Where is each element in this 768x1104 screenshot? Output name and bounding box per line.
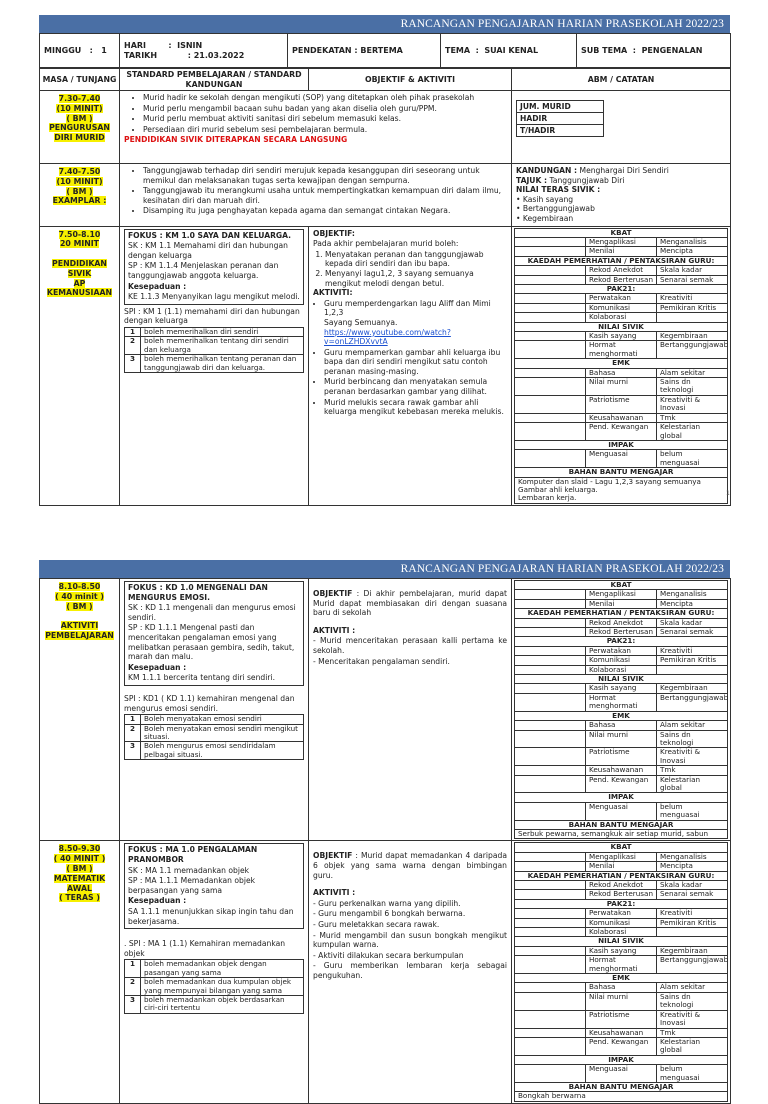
abm-option[interactable]: Keusahawanan bbox=[586, 413, 657, 422]
row5-objektif: OBJEKTIF : Murid dapat memadankan 4 daripada 6 objek yang sama warna dengan bimbingan guru. AKTIVITI : - Guru perkenalkan warna yang dipilih. - Guru mengambil 6 bongkah berwarna. - Guru meletakkan secara rawak. - Murid mengambil dan susun bongkah mengikut kumpulan warna. - Aktiviti dilakukan secara berkumpulan - Guru memberikan lembaran kerja sebagai pengukuhan. bbox=[309, 841, 512, 1103]
checkbox-cell[interactable] bbox=[515, 413, 586, 422]
checkbox-cell[interactable] bbox=[515, 395, 586, 413]
abm-option[interactable]: Mengaplikasi bbox=[586, 590, 657, 599]
abm-option[interactable]: Kolaborasi bbox=[586, 313, 657, 322]
hari-tarikh-cell: HARI : ISNIN TARIKH : 21.03.2022 bbox=[120, 34, 288, 68]
abm-section-title: BAHAN BANTU MENGAJAR bbox=[515, 468, 728, 477]
abm-option[interactable]: Sains dn teknologi bbox=[657, 730, 728, 748]
abm-option[interactable]: Senarai semak bbox=[657, 275, 728, 284]
checkbox-cell[interactable] bbox=[515, 450, 586, 468]
checkbox-cell[interactable] bbox=[515, 590, 586, 599]
abm-option[interactable]: Sains dn teknologi bbox=[657, 992, 728, 1010]
abm-option[interactable]: Pend. Kewangan bbox=[586, 423, 657, 441]
abm-option[interactable]: Pemikiran Kritis bbox=[657, 303, 728, 312]
abm-section-title: PAK21: bbox=[515, 899, 728, 908]
row5-box: FOKUS : MA 1.0 PENGALAMAN PRANOMBOR SK : MA 1.1 memadankan objek SP : MA 1.1.1 Memadankan objek berpasangan yang sama Kesepaduan : SA 1.1.1 menunjukkan sikap ingin tahu dan bekerjasama. bbox=[124, 843, 304, 929]
abm-section-title: BAHAN BANTU MENGAJAR bbox=[515, 820, 728, 829]
abm-option[interactable]: Mencipta bbox=[657, 599, 728, 608]
col-objektif: OBJEKTIF & AKTIVITI bbox=[309, 69, 512, 91]
row3-time: 7.50-8.10 20 MINIT PENDIDIKAN SIVIK AP KEMANUSIAAN bbox=[40, 226, 120, 505]
abm-option[interactable]: Pend. Kewangan bbox=[586, 1037, 657, 1055]
abm-option[interactable]: Kreativiti & Inovasi bbox=[657, 395, 728, 413]
abm-option[interactable]: Mengaplikasi bbox=[586, 852, 657, 861]
row3-standard: FOKUS : KM 1.0 SAYA DAN KELUARGA. SK : KM 1.1 Memahami diri dan hubungan dengan keluarga SP : KM 1.1.4 Menjelaskan peranan dan tanggungjawab anggota keluarga. Kesepaduan : KE 1.1.3 Menyanyikan lagu mengikut melodi. SPI : KM 1 (1.1) memahami diri dan hubungan dengan keluarga 1 boleh memerihalkan diri sendiri 2 boleh memerihalkan tentang diri sendiri dan keluarga 3 boleh memerihalkan tentang peranan dan tanggungjawab diri dan keluarga. bbox=[120, 226, 309, 505]
abm-section-title: EMK bbox=[515, 711, 728, 720]
checkbox-cell[interactable] bbox=[515, 881, 586, 890]
abm-checklist-table bbox=[514, 228, 728, 504]
checkbox-cell[interactable] bbox=[515, 862, 586, 871]
abm-option[interactable]: Kelestarian global bbox=[657, 775, 728, 793]
abm-section-title: NILAI SIVIK bbox=[515, 675, 728, 684]
abm-option[interactable]: Kelestarian global bbox=[657, 423, 728, 441]
abm-section-title: IMPAK bbox=[515, 1055, 728, 1064]
abm-section-title: KAEDAH PEMERHATIAN / PENTAKSIRAN GURU: bbox=[515, 609, 728, 618]
lesson-plan-page-2 bbox=[39, 560, 730, 1101]
bbm-line: Bongkah berwarna bbox=[518, 1091, 586, 1101]
abm-option[interactable]: Kegembiraan bbox=[657, 332, 728, 341]
checkbox-cell[interactable] bbox=[515, 946, 586, 955]
abm-option[interactable]: Menguasai bbox=[586, 1065, 657, 1083]
checkbox-cell[interactable] bbox=[515, 423, 586, 441]
checkbox-cell[interactable] bbox=[515, 1028, 586, 1037]
abm-option[interactable]: Tmk bbox=[657, 1028, 728, 1037]
row5-time: 8.50-9.30 ( 40 MINIT ) ( BM ) MATEMATIK AWAL ( TERAS ) bbox=[40, 841, 120, 1103]
row3-spi-table: 1 boleh memerihalkan diri sendiri 2 boleh memerihalkan tentang diri sendiri dan keluarga 3 boleh memerihalkan tentang peranan dan tanggungjawab diri dan keluarga. bbox=[124, 327, 304, 373]
abm-section-title: IMPAK bbox=[515, 793, 728, 802]
abm-option[interactable]: Perwatakan bbox=[586, 909, 657, 918]
abm-option[interactable]: Patriotisme bbox=[586, 1010, 657, 1028]
abm-option[interactable]: Menganalisis bbox=[657, 590, 728, 599]
checkbox-cell[interactable] bbox=[515, 646, 586, 655]
bbm-line: Lembaran kerja. bbox=[518, 493, 577, 503]
abm-option[interactable]: Nilai murni bbox=[586, 992, 657, 1010]
checkbox-cell[interactable] bbox=[515, 628, 586, 637]
abm-option[interactable]: Tmk bbox=[657, 766, 728, 775]
row5-standard: FOKUS : MA 1.0 PENGALAMAN PRANOMBOR SK : MA 1.1 memadankan objek SP : MA 1.1.1 Memadankan objek berpasangan yang sama Kesepaduan : SA 1.1.1 menunjukkan sikap ingin tahu dan bekerjasama. . SPI : MA 1 (1.1) Kemahiran memadankan objek 1 boleh memadankan objek dengan pasangan yang sama 2 boleh memadankan dua kumpulan objek yang mempunyai bilangan yang sama 3 boleh memadankan objek berdasarkan ciri-ciri tertentu bbox=[120, 841, 309, 1103]
abm-section-title: PAK21: bbox=[515, 637, 728, 646]
page-banner: RANCANGAN PENGAJARAN HARIAN PRASEKOLAH 2022/23 bbox=[39, 15, 730, 33]
bbm-line: Komputer dan slaid - Lagu 1,2,3 sayang semuanya Gambar ahli keluarga. bbox=[518, 476, 701, 494]
abm-option[interactable]: Nilai murni bbox=[586, 730, 657, 748]
abm-option[interactable]: Kasih sayang bbox=[586, 684, 657, 693]
abm-option[interactable]: Komunikasi bbox=[586, 918, 657, 927]
abm-option[interactable] bbox=[657, 928, 728, 937]
checkbox-cell[interactable] bbox=[515, 378, 586, 396]
checkbox-cell[interactable] bbox=[515, 693, 586, 711]
abm-option[interactable]: Bertanggungjawab bbox=[657, 956, 728, 974]
checkbox-cell[interactable] bbox=[515, 656, 586, 665]
abm-option[interactable]: Mengaplikasi bbox=[586, 237, 657, 246]
checkbox-cell[interactable] bbox=[515, 275, 586, 284]
checkbox-cell[interactable] bbox=[515, 992, 586, 1010]
abm-option[interactable]: Skala kadar bbox=[657, 266, 728, 275]
abm-option[interactable]: Alam sekitar bbox=[657, 721, 728, 730]
abm-option[interactable]: Komunikasi bbox=[586, 303, 657, 312]
abm-section-title: IMPAK bbox=[515, 440, 728, 449]
checkbox-cell[interactable] bbox=[515, 890, 586, 899]
checkbox-cell[interactable] bbox=[515, 1065, 586, 1083]
subtema-cell: SUB TEMA : PENGENALAN bbox=[577, 34, 731, 68]
abm-option[interactable]: Kasih sayang bbox=[586, 332, 657, 341]
abm-option[interactable]: Pend. Kewangan bbox=[586, 775, 657, 793]
abm-option[interactable]: Menguasai bbox=[586, 450, 657, 468]
abm-section-title: EMK bbox=[515, 359, 728, 368]
abm-option[interactable]: Perwatakan bbox=[586, 646, 657, 655]
abm-option[interactable]: Sains dn teknologi bbox=[657, 378, 728, 396]
row2-time: 7.40-7.50 (10 MINIT) ( BM ) EXAMPLAR : bbox=[40, 164, 120, 227]
abm-option[interactable]: Menilai bbox=[586, 862, 657, 871]
abm-option[interactable]: Mencipta bbox=[657, 862, 728, 871]
abm-option[interactable]: Tmk bbox=[657, 413, 728, 422]
page-banner: RANCANGAN PENGAJARAN HARIAN PRASEKOLAH 2022/23 bbox=[39, 560, 730, 578]
col-standard: STANDARD PEMBELAJARAN / STANDARD KANDUNGAN bbox=[120, 69, 309, 91]
abm-option[interactable]: Kreativiti bbox=[657, 909, 728, 918]
checkbox-cell[interactable] bbox=[515, 618, 586, 627]
checkbox-cell[interactable] bbox=[515, 928, 586, 937]
abm-option[interactable]: Komunikasi bbox=[586, 656, 657, 665]
row2-abm: KANDUNGAN : Menghargai Diri Sendiri TAJUK : Tanggungjawab Diri NILAI TERAS SIVIK : • Kasih sayang • Bertanggungjawab • Kegembiraan bbox=[512, 164, 731, 227]
checkbox-cell[interactable] bbox=[515, 983, 586, 992]
abm-checklist-table bbox=[514, 842, 728, 1101]
checkbox-cell[interactable] bbox=[515, 909, 586, 918]
abm-option[interactable]: Skala kadar bbox=[657, 618, 728, 627]
abm-option[interactable]: Rekod Berterusan bbox=[586, 890, 657, 899]
abm-option[interactable]: Patriotisme bbox=[586, 748, 657, 766]
checkbox-cell[interactable] bbox=[515, 313, 586, 322]
abm-option[interactable]: Patriotisme bbox=[586, 395, 657, 413]
checkbox-cell[interactable] bbox=[515, 802, 586, 820]
checkbox-cell[interactable] bbox=[515, 332, 586, 341]
abm-option[interactable]: Skala kadar bbox=[657, 881, 728, 890]
abm-section-title: KAEDAH PEMERHATIAN / PENTAKSIRAN GURU: bbox=[515, 256, 728, 265]
abm-option[interactable]: Bahasa bbox=[586, 721, 657, 730]
abm-option[interactable]: Menguasai bbox=[586, 802, 657, 820]
checkbox-cell[interactable] bbox=[515, 748, 586, 766]
checkbox-cell[interactable] bbox=[515, 266, 586, 275]
checkbox-cell[interactable] bbox=[515, 766, 586, 775]
abm-grid bbox=[514, 580, 728, 839]
abm-option[interactable]: Alam sekitar bbox=[657, 368, 728, 377]
abm-option[interactable]: Bertanggungjawab bbox=[657, 693, 728, 711]
row4-objektif: OBJEKTIF : Di akhir pembelajaran, murid dapat Murid dapat membiasakan diri dengan suasana baru di sekolah AKTIVITI : - Murid menceritakan perasaan kalli pertama ke sekolah. - Menceritakan pengalaman sendiri. bbox=[309, 579, 512, 841]
abm-option[interactable]: Kegembiraan bbox=[657, 946, 728, 955]
checkbox-cell[interactable] bbox=[515, 341, 586, 359]
abm-option[interactable]: belum menguasai bbox=[657, 802, 728, 820]
row5-abm bbox=[512, 841, 731, 1103]
abm-option[interactable]: Rekod Anekdot bbox=[586, 881, 657, 890]
abm-grid bbox=[514, 228, 728, 504]
col-masa: MASA / TUNJANG bbox=[40, 69, 120, 91]
abm-option[interactable]: Perwatakan bbox=[586, 294, 657, 303]
row1-time: 7.30-7.40 (10 MINIT) ( BM ) PENGURUSAN DIRI MURID bbox=[40, 91, 120, 164]
row4-time: 8.10-8.50 ( 40 minit ) ( BM ) AKTIVITI PEMBELAJARAN bbox=[40, 579, 120, 841]
youtube-link[interactable]: https://www.youtube.com/watch?v=onLZHDXvvtA bbox=[324, 327, 451, 347]
abm-option[interactable]: Keusahawanan bbox=[586, 1028, 657, 1037]
row3-abm bbox=[512, 226, 731, 505]
abm-section-title: KBAT bbox=[515, 228, 728, 237]
abm-option[interactable]: Kegembiraan bbox=[657, 684, 728, 693]
abm-option[interactable]: Kreativiti bbox=[657, 646, 728, 655]
abm-section-title: NILAI SIVIK bbox=[515, 937, 728, 946]
col-abm: ABM / CATATAN bbox=[512, 69, 731, 91]
row4-abm bbox=[512, 579, 731, 841]
abm-option[interactable]: Menilai bbox=[586, 247, 657, 256]
abm-section-title: KAEDAH PEMERHATIAN / PENTAKSIRAN GURU: bbox=[515, 871, 728, 880]
abm-option[interactable]: Kolaborasi bbox=[586, 928, 657, 937]
abm-option[interactable]: Kolaborasi bbox=[586, 665, 657, 674]
checkbox-cell[interactable] bbox=[515, 775, 586, 793]
abm-option[interactable]: Rekod Berterusan bbox=[586, 275, 657, 284]
abm-option[interactable]: Bahasa bbox=[586, 983, 657, 992]
abm-option[interactable]: Mencipta bbox=[657, 247, 728, 256]
abm-option[interactable]: Keusahawanan bbox=[586, 766, 657, 775]
abm-option[interactable]: Menganalisis bbox=[657, 237, 728, 246]
abm-option[interactable]: Senarai semak bbox=[657, 628, 728, 637]
bbm-text bbox=[515, 1092, 728, 1101]
row1-content: • Murid hadir ke sekolah dengan mengikuti (SOP) yang ditetapkan oleh pihak prasekolah • Murid perlu mengambil bacaan suhu badan yang akan diselia oleh guru/PPM. • Murid perlu membuat aktiviti sanitasi diri sebelum memasuki kelas. • Persediaan diri murid sebelum sesi pembelajaran bermula. PENDIDIKAN SIVIK DITERAPKAN SECARA LANGSUNG bbox=[120, 91, 512, 164]
row4-box: FOKUS : KD 1.0 MENGENALI DAN MENGURUS EMOSI. SK : KD 1.1 mengenali dan mengurus emosi sendiri. SP : KD 1.1.1 Mengenal pasti dan menceritakan pengalaman emosi yang melibatkan perasaan gembira, sedih, takut, marah dan malu. Kesepaduan : KM 1.1.1 bercerita tentang diri sendiri. bbox=[124, 581, 304, 686]
pendekatan-cell: PENDEKATAN : BERTEMA bbox=[288, 34, 441, 68]
abm-option[interactable]: Kreativiti & Inovasi bbox=[657, 1010, 728, 1028]
abm-option[interactable] bbox=[657, 665, 728, 674]
abm-option[interactable]: Menilai bbox=[586, 599, 657, 608]
abm-section-title: KBAT bbox=[515, 843, 728, 852]
abm-option[interactable]: Pemikiran Kritis bbox=[657, 656, 728, 665]
abm-section-title: EMK bbox=[515, 974, 728, 983]
abm-option[interactable] bbox=[657, 313, 728, 322]
bbm-text bbox=[515, 829, 728, 838]
abm-grid bbox=[514, 842, 728, 1101]
lesson-table-2 bbox=[39, 578, 731, 1104]
abm-section-title: NILAI SIVIK bbox=[515, 322, 728, 331]
abm-section-title: PAK21: bbox=[515, 285, 728, 294]
abm-option[interactable]: Hormat menghormati bbox=[586, 693, 657, 711]
checkbox-cell[interactable] bbox=[515, 852, 586, 861]
bbm-line: Serbuk pewarna, semangkuk air setiap murid, sabun bbox=[518, 828, 709, 838]
abm-option[interactable]: Rekod Anekdot bbox=[586, 266, 657, 275]
page-number: 1 bbox=[726, 490, 730, 497]
checkbox-cell[interactable] bbox=[515, 247, 586, 256]
row5-spi-table: 1 boleh memadankan objek dengan pasangan yang sama 2 boleh memadankan dua kumpulan objek yang mempunyai bilangan yang sama 3 boleh memadankan objek berdasarkan ciri-ciri tertentu bbox=[124, 959, 304, 1013]
abm-option[interactable]: Kreativiti & Inovasi bbox=[657, 748, 728, 766]
abm-option[interactable]: Alam sekitar bbox=[657, 983, 728, 992]
abm-section-title: BAHAN BANTU MENGAJAR bbox=[515, 1082, 728, 1091]
bbm-text bbox=[515, 477, 728, 503]
civic-note: PENDIDIKAN SIVIK DITERAPKAN SECARA LANGSUNG bbox=[124, 135, 348, 145]
minggu-cell: MINGGU : 1 bbox=[40, 34, 120, 68]
abm-option[interactable]: Kelestarian global bbox=[657, 1037, 728, 1055]
abm-option[interactable]: belum menguasai bbox=[657, 1065, 728, 1083]
abm-option[interactable]: Rekod Berterusan bbox=[586, 628, 657, 637]
abm-option[interactable]: Kasih sayang bbox=[586, 946, 657, 955]
checkbox-cell[interactable] bbox=[515, 665, 586, 674]
row4-standard: FOKUS : KD 1.0 MENGENALI DAN MENGURUS EMOSI. SK : KD 1.1 mengenali dan mengurus emosi sendiri. SP : KD 1.1.1 Mengenal pasti dan menceritakan pengalaman emosi yang melibatkan perasaan gembira, sedih, takut, marah dan malu. Kesepaduan : KM 1.1.1 bercerita tentang diri sendiri. SPI : KD1 ( KD 1.1) kemahiran mengenal dan mengurus emosi sendiri. 1 Boleh menyatakan emosi sendiri 2 Boleh menyatakan emosi sendiri mengikut situasi. 3 Boleh mengurus emosi sendiridalam pelbagai situasi. bbox=[120, 579, 309, 841]
checkbox-cell[interactable] bbox=[515, 730, 586, 748]
checkbox-cell[interactable] bbox=[515, 294, 586, 303]
checkbox-cell[interactable] bbox=[515, 368, 586, 377]
abm-option[interactable]: belum menguasai bbox=[657, 450, 728, 468]
abm-option[interactable]: Pemikiran Kritis bbox=[657, 918, 728, 927]
row3-objektif: OBJEKTIF: Pada akhir pembelajaran murid boleh: 1. Menyatakan peranan dan tanggungjawab kepada diri sendiri dan ibu bapa. 2. Menyanyi lagu1,2, 3 sayang semuanya mengikut melodi dengan betul. AKTIVITI: • Guru memperdengarkan lagu Aliff dan Mimi 1,2,3 Sayang Semuanya. https://www.youtube.com/watch?v=onLZHDXvvtA • Guru mempamerkan gambar ahli keluarga ibu bapa dan diri sendiri mengikut satu contoh peranan masing-masing. • Murid berbincang dan menyatakan semula peranan berdasarkan gambar yang dilihat. • Murid melukis secara rawak gambar ahli keluarga mengikut kebebasan mereka melukis. bbox=[309, 226, 512, 505]
tema-cell: TEMA : SUAI KENAL bbox=[441, 34, 577, 68]
row4-spi-table: 1 Boleh menyatakan emosi sendiri 2 Boleh menyatakan emosi sendiri mengikut situasi. 3 Boleh mengurus emosi sendiridalam pelbagai situasi. bbox=[124, 714, 304, 760]
lesson-table bbox=[39, 68, 731, 506]
abm-option[interactable]: Bertanggungjawab bbox=[657, 341, 728, 359]
checkbox-cell[interactable] bbox=[515, 918, 586, 927]
row3-box: FOKUS : KM 1.0 SAYA DAN KELUARGA. SK : KM 1.1 Memahami diri dan hubungan dengan keluarga SP : KM 1.1.4 Menjelaskan peranan dan tanggungjawab anggota keluarga. Kesepaduan : KE 1.1.3 Menyanyikan lagu mengikut melodi. bbox=[124, 229, 304, 305]
abm-option[interactable]: Senarai semak bbox=[657, 890, 728, 899]
abm-checklist-table bbox=[514, 580, 728, 839]
checkbox-cell[interactable] bbox=[515, 237, 586, 246]
abm-option[interactable]: Hormat menghormati bbox=[586, 341, 657, 359]
abm-option[interactable]: Bahasa bbox=[586, 368, 657, 377]
checkbox-cell[interactable] bbox=[515, 1010, 586, 1028]
checkbox-cell[interactable] bbox=[515, 303, 586, 312]
abm-option[interactable]: Rekod Anekdot bbox=[586, 618, 657, 627]
abm-option[interactable]: Nilai murni bbox=[586, 378, 657, 396]
checkbox-cell[interactable] bbox=[515, 684, 586, 693]
abm-option[interactable]: Hormat menghormati bbox=[586, 956, 657, 974]
checkbox-cell[interactable] bbox=[515, 721, 586, 730]
row2-content: • Tanggungjawab terhadap diri sendiri merujuk kepada kesanggupan diri seseorang untuk memikul dan melaksanakan tugas serta kewajipan dengan sempurna. • Tanggungjawab itu merangkumi usaha untuk mempertingkatkan kemampuan diri dalam ilmu, kesihatan diri dan maruah diri. • Disamping itu juga penghayatan kepada agama dan semangat cintakan Negara. bbox=[120, 164, 512, 227]
header-table bbox=[39, 33, 731, 68]
abm-option[interactable]: Kreativiti bbox=[657, 294, 728, 303]
abm-option[interactable]: Menganalisis bbox=[657, 852, 728, 861]
attendance-box: JUM. MURID HADIR T/HADIR bbox=[516, 100, 604, 137]
lesson-plan-page-1 bbox=[39, 15, 730, 503]
checkbox-cell[interactable] bbox=[515, 956, 586, 974]
checkbox-cell[interactable] bbox=[515, 1037, 586, 1055]
row1-attendance bbox=[512, 91, 731, 164]
abm-section-title: KBAT bbox=[515, 581, 728, 590]
